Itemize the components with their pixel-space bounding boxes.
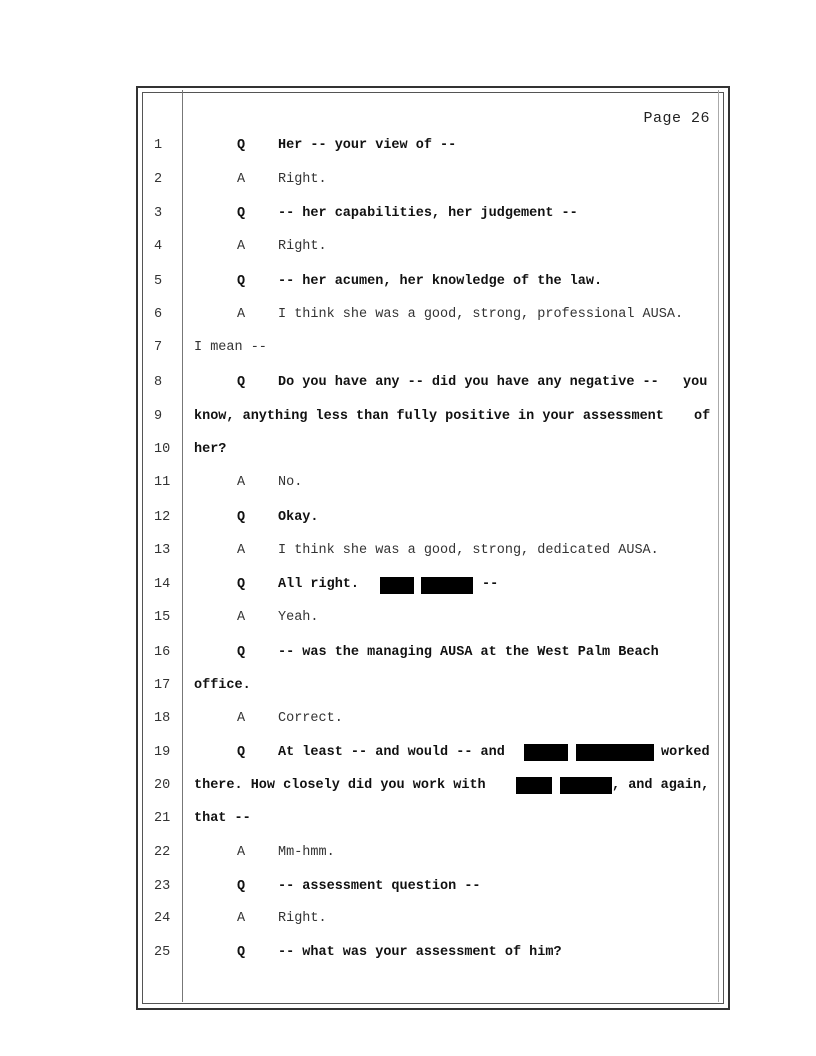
line-number: 11 <box>154 475 171 490</box>
line-number: 22 <box>154 845 171 860</box>
transcript-line <box>140 305 716 325</box>
redaction-box <box>380 577 414 594</box>
transcript-line <box>140 237 716 257</box>
transcript-line <box>140 877 716 897</box>
line-number: 6 <box>154 307 163 322</box>
speaker-label: A <box>237 172 246 187</box>
line-text: her? <box>194 442 227 457</box>
speaker-label: Q <box>237 879 246 894</box>
line-text: office. <box>194 678 251 693</box>
speaker-label: A <box>237 845 246 860</box>
line-text: All right. <box>278 577 360 592</box>
speaker-label: Q <box>237 945 246 960</box>
speaker-label: Q <box>237 745 246 760</box>
line-text-end: -- <box>482 577 499 592</box>
line-text: I think she was a good, strong, professional AUSA. <box>278 307 684 322</box>
line-text-end: worked <box>661 745 710 760</box>
line-text: No. <box>278 475 303 490</box>
line-text: Mm-hmm. <box>278 845 335 860</box>
line-text: Yeah. <box>278 610 319 625</box>
line-text: -- assessment question -- <box>278 879 481 894</box>
transcript-line <box>140 170 716 190</box>
transcript-line <box>140 943 716 963</box>
line-number: 20 <box>154 778 171 793</box>
line-number: 21 <box>154 811 171 826</box>
line-text: Right. <box>278 911 327 926</box>
transcript-line <box>140 709 716 729</box>
speaker-label: A <box>237 543 246 558</box>
line-number: 10 <box>154 442 171 457</box>
line-number: 7 <box>154 340 163 355</box>
transcript-line <box>140 809 716 829</box>
line-number: 15 <box>154 610 171 625</box>
speaker-label: Q <box>237 138 246 153</box>
transcript-line <box>140 338 716 358</box>
transcript-line <box>140 136 716 156</box>
line-number: 19 <box>154 745 171 760</box>
line-number: 1 <box>154 138 163 153</box>
speaker-label: A <box>237 911 246 926</box>
line-number: 18 <box>154 711 171 726</box>
line-number: 12 <box>154 510 171 525</box>
speaker-label: Q <box>237 206 246 221</box>
line-number: 25 <box>154 945 171 960</box>
line-number: 2 <box>154 172 163 187</box>
speaker-label: A <box>237 239 246 254</box>
line-text: -- her acumen, her knowledge of the law. <box>278 274 603 289</box>
line-text: -- what was your assessment of him? <box>278 945 562 960</box>
transcript-line <box>140 272 716 292</box>
transcript-line <box>140 373 716 393</box>
transcript-line <box>140 776 716 796</box>
line-text: know, anything less than fully positive in your assessment <box>194 409 664 424</box>
line-number: 8 <box>154 375 163 390</box>
speaker-label: Q <box>237 577 246 592</box>
line-text: I think she was a good, strong, dedicated AUSA. <box>278 543 659 558</box>
line-number: 3 <box>154 206 163 221</box>
transcript-line <box>140 909 716 929</box>
right-margin-rule <box>718 90 719 1002</box>
line-text: -- was the managing AUSA at the West Palm Beach <box>278 645 659 660</box>
speaker-label: Q <box>237 645 246 660</box>
line-text: Okay. <box>278 510 319 525</box>
line-text: there. How closely did you work with <box>194 778 486 793</box>
speaker-label: Q <box>237 375 246 390</box>
line-number: 14 <box>154 577 171 592</box>
transcript-line <box>140 843 716 863</box>
speaker-label: Q <box>237 274 246 289</box>
line-text: Right. <box>278 239 327 254</box>
line-number: 5 <box>154 274 163 289</box>
redaction-box <box>421 577 473 594</box>
transcript-line <box>140 643 716 663</box>
line-text: I mean -- <box>194 340 267 355</box>
speaker-label: Q <box>237 510 246 525</box>
line-text: that -- <box>194 811 251 826</box>
transcript-line <box>140 508 716 528</box>
transcript-line <box>140 204 716 224</box>
speaker-label: A <box>237 475 246 490</box>
line-text: At least -- and would -- and <box>278 745 505 760</box>
line-number: 24 <box>154 911 171 926</box>
line-text-end: you <box>683 375 708 390</box>
redaction-box <box>560 777 612 794</box>
speaker-label: A <box>237 307 246 322</box>
redaction-box <box>516 777 552 794</box>
transcript-line <box>140 575 716 595</box>
page-number: Page 26 <box>643 110 710 127</box>
line-number: 23 <box>154 879 171 894</box>
line-text: Her -- your view of -- <box>278 138 457 153</box>
line-text-end: of <box>694 409 711 424</box>
redaction-box <box>576 744 654 761</box>
line-number: 13 <box>154 543 171 558</box>
speaker-label: A <box>237 711 246 726</box>
transcript-line <box>140 407 716 427</box>
transcript-line <box>140 608 716 628</box>
line-number: 4 <box>154 239 163 254</box>
line-text: -- her capabilities, her judgement -- <box>278 206 578 221</box>
line-number: 9 <box>154 409 163 424</box>
line-number: 17 <box>154 678 171 693</box>
transcript-line <box>140 473 716 493</box>
transcript-line <box>140 743 716 763</box>
line-number: 16 <box>154 645 171 660</box>
transcript-line <box>140 676 716 696</box>
line-text: Correct. <box>278 711 343 726</box>
transcript-line <box>140 541 716 561</box>
line-text: Right. <box>278 172 327 187</box>
line-text: Do you have any -- did you have any negative -- <box>278 375 659 390</box>
transcript-line <box>140 440 716 460</box>
speaker-label: A <box>237 610 246 625</box>
line-text-end: , and again, <box>612 778 710 793</box>
redaction-box <box>524 744 568 761</box>
